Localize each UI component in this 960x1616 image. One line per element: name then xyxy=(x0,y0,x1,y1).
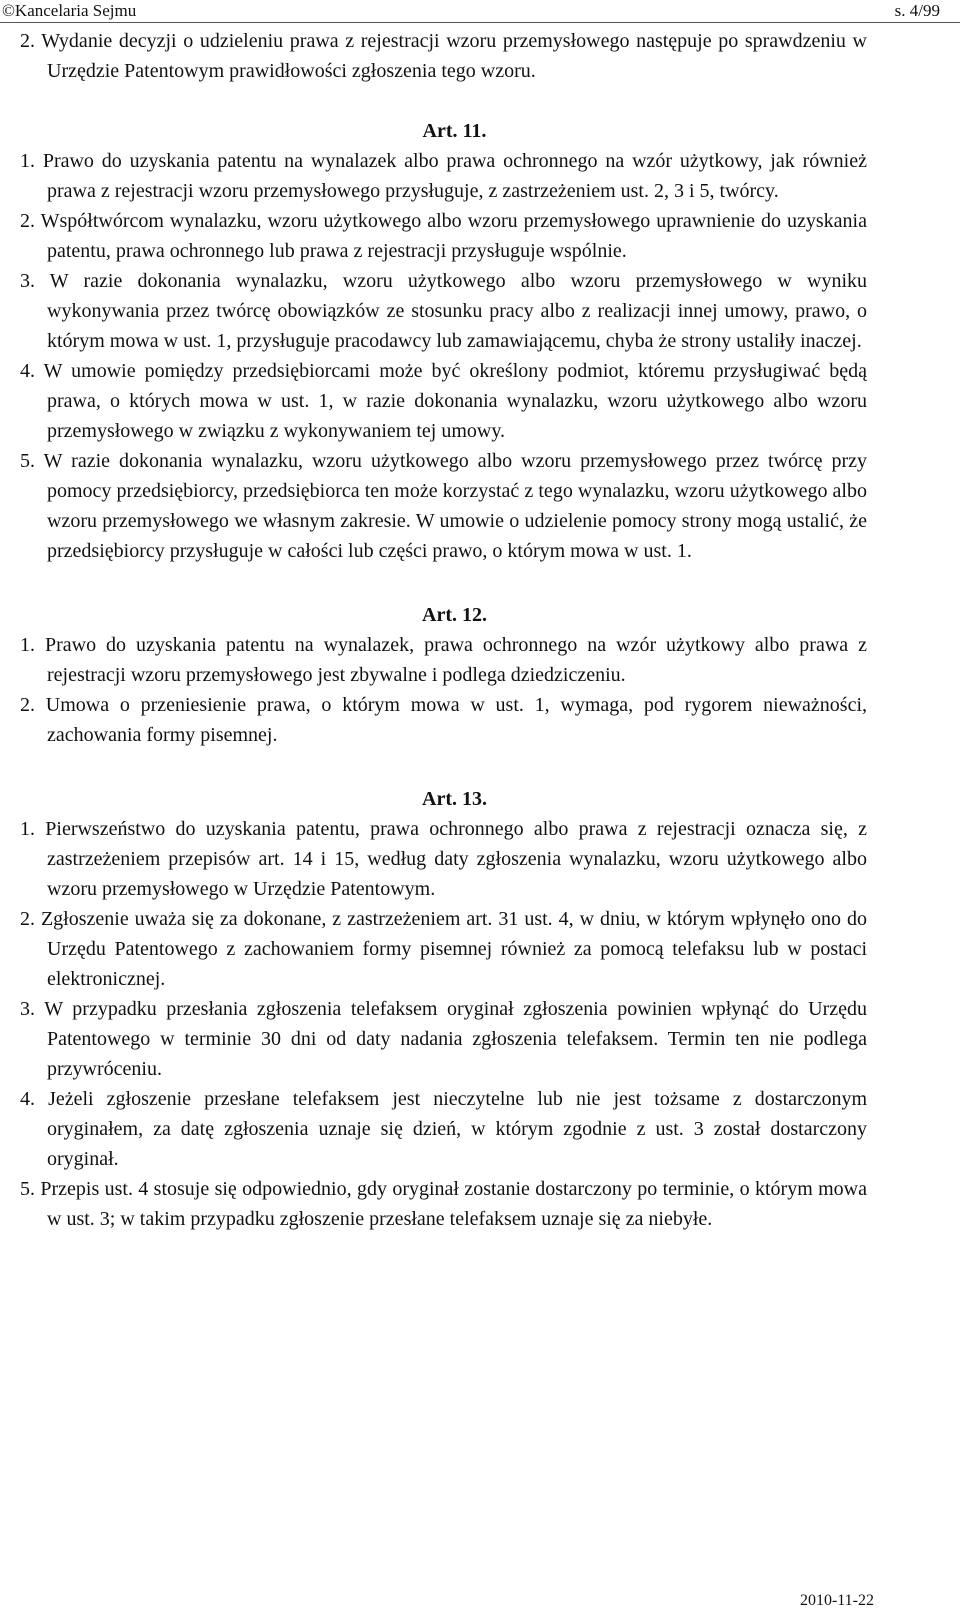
art13-paragraph-3: 3. W przypadku przesłania zgłoszenia telefaksem oryginał zgłoszenia powinien wpłynąć do Urzędu Patentowego w terminie 30 dni od daty nadania zgłoszenia telefaksem. Termin ten nie podlega przywróceniu. xyxy=(20,998,867,1080)
intro-paragraph-2: 2. Wydanie decyzji o udzieleniu prawa z rejestracji wzoru przemysłowego następuje po sprawdzeniu w Urzędzie Patentowym prawidłowości zgłoszenia tego wzoru. xyxy=(20,30,867,82)
art11-paragraph-1: 1. Prawo do uzyskania patentu na wynalazek albo prawa ochronnego na wzór użytkowy, jak również prawa z rejestracji wzoru przemysłowego przysługuje, z zastrzeżeniem ust. 2, 3 i 5, twórcy. xyxy=(20,150,867,202)
page-number: s. 4/99 xyxy=(894,1,940,20)
art11-paragraph-5: 5. W razie dokonania wynalazku, wzoru użytkowego albo wzoru przemysłowego przez twórcę przy pomocy przedsiębiorcy, przedsiębiorca ten może korzystać z tego wynalazku, wzoru użytkowego albo wzoru przemysłowego we własnym zakresie. W umowie o udzielenie pomocy strony mogą ustalić, że przedsiębiorcy przysługuje w całości lub części prawo, o którym mowa w ust. 1. xyxy=(20,450,867,562)
art13-paragraph-1: 1. Pierwszeństwo do uzyskania patentu, prawa ochronnego albo prawa z rejestracji oznacza się, z zastrzeżeniem przepisów art. 14 i 15, według daty zgłoszenia wynalazku, wzoru użytkowego albo wzoru przemysłowego w Urzędzie Patentowym. xyxy=(20,818,867,900)
art13-paragraph-2: 2. Zgłoszenie uważa się za dokonane, z zastrzeżeniem art. 31 ust. 4, w dniu, w którym wpłynęło ono do Urzędu Patentowego z zachowaniem formy pisemnej również za pomocą telefaksu lub w postaci elektronicznej. xyxy=(20,908,867,990)
art11-paragraph-2: 2. Współtwórcom wynalazku, wzoru użytkowego albo wzoru przemysłowego uprawnienie do uzyskania patentu, prawa ochronnego lub prawa z rejestracji przysługuje wspólnie. xyxy=(20,210,867,262)
art11-paragraph-3: 3. W razie dokonania wynalazku, wzoru użytkowego albo wzoru przemysłowego w wyniku wykonywania przez twórcę obowiązków ze stosunku pracy albo z realizacji innej umowy, prawo, o którym mowa w ust. 1, przysługuje pracodawcy lub zamawiającemu, chyba że strony ustaliły inaczej. xyxy=(20,270,867,352)
art12-paragraph-1: 1. Prawo do uzyskania patentu na wynalazek, prawa ochronnego na wzór użytkowy albo prawa z rejestracji wzoru przemysłowego jest zbywalne i podlega dziedziczeniu. xyxy=(20,634,867,686)
art13-paragraph-5: 5. Przepis ust. 4 stosuje się odpowiednio, gdy oryginał zostanie dostarczony po terminie, o którym mowa w ust. 3; w takim przypadku zgłoszenie przesłane telefaksem uznaje się za niebyłe. xyxy=(20,1178,867,1230)
copyright-label: ©Kancelaria Sejmu xyxy=(2,1,137,20)
document-body xyxy=(20,26,867,1234)
article-11-title: Art. 11. xyxy=(422,120,487,142)
article-13-title: Art. 13. xyxy=(422,788,487,810)
article-12-title: Art. 12. xyxy=(422,604,487,626)
art11-paragraph-4: 4. W umowie pomiędzy przedsiębiorcami może być określony podmiot, któremu przysługiwać będą prawa, o których mowa w ust. 1, w razie dokonania wynalazku, wzoru użytkowego albo wzoru przemysłowego w związku z wykonywaniem tej umowy. xyxy=(20,360,867,442)
art13-paragraph-4: 4. Jeżeli zgłoszenie przesłane telefaksem jest nieczytelne lub nie jest tożsame z dostarczonym oryginałem, za datę zgłoszenia uznaje się dzień, w którym zgodnie z ust. 3 został dostarczony oryginał. xyxy=(20,1088,867,1170)
footer-date: 2010-11-22 xyxy=(799,1592,874,1609)
page-header xyxy=(0,0,960,23)
art12-paragraph-2: 2. Umowa o przeniesienie prawa, o którym mowa w ust. 1, wymaga, pod rygorem nieważności, zachowania formy pisemnej. xyxy=(20,694,867,746)
